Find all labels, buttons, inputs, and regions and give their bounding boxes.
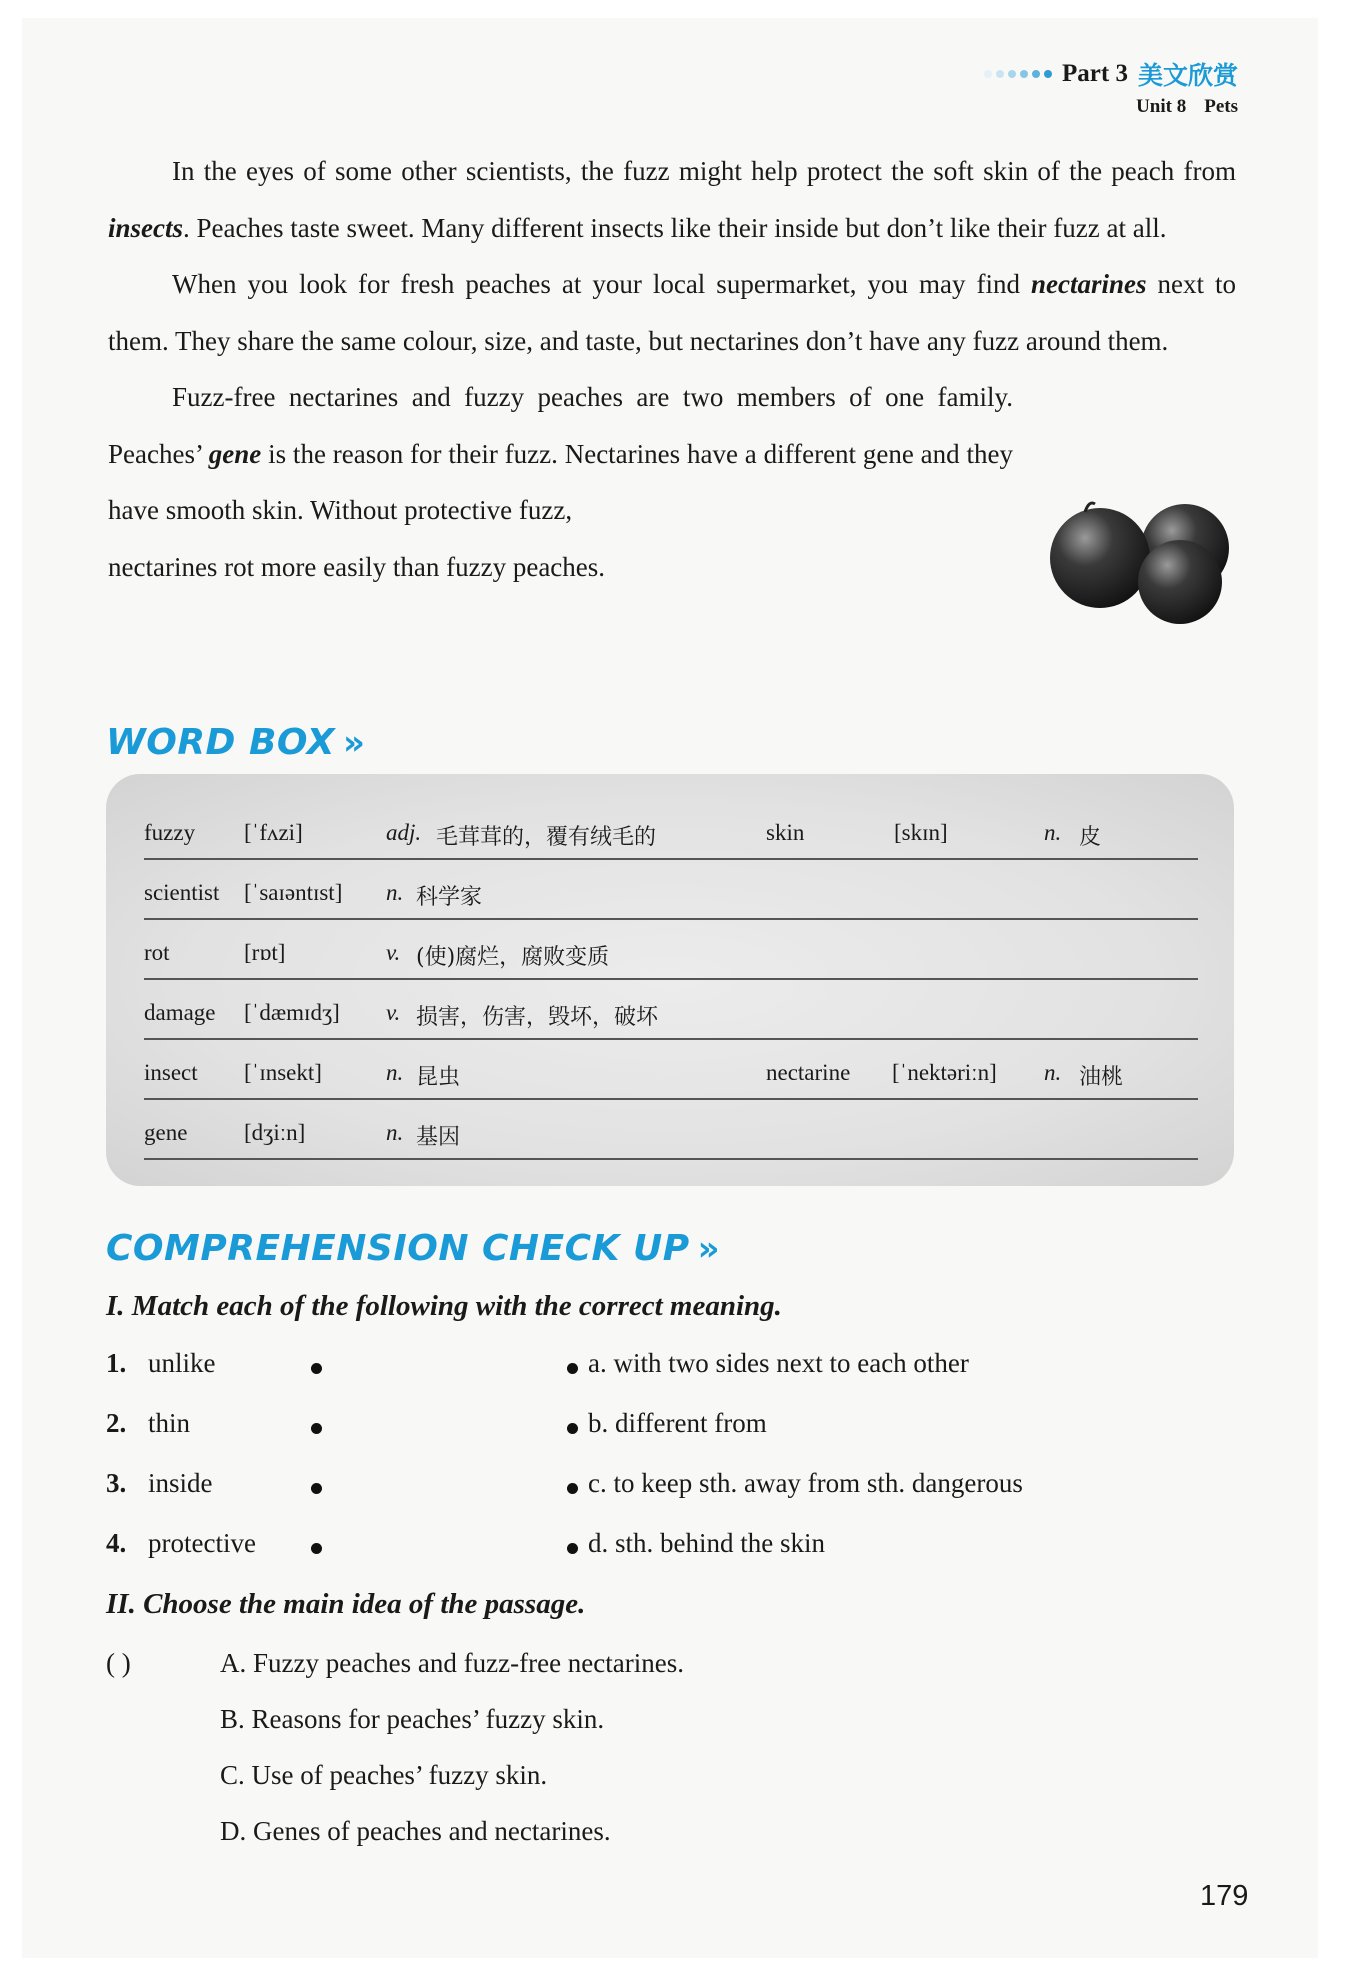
vocab-highlight: nectarines bbox=[1030, 269, 1147, 299]
meaning: 毛茸茸的，覆有绒毛的 bbox=[436, 825, 657, 850]
item-number: 3. bbox=[106, 1468, 127, 1498]
dot-icon bbox=[1008, 70, 1016, 78]
phonetic: [ˈdæmɪdʒ] bbox=[244, 1000, 340, 1025]
word-row bbox=[144, 918, 1198, 980]
match-meaning: b. different from bbox=[588, 1408, 767, 1438]
meaning: 基因 bbox=[416, 1125, 461, 1150]
section-title-cn: 美文欣赏 bbox=[1137, 61, 1238, 90]
part-of-speech: adj. bbox=[386, 820, 422, 845]
dot-icon bbox=[1032, 70, 1040, 78]
meaning: 油桃 bbox=[1079, 1065, 1124, 1090]
match-dot-left[interactable] bbox=[311, 1423, 322, 1434]
dot-icon bbox=[996, 70, 1004, 78]
part-of-speech: n. bbox=[1044, 820, 1062, 845]
word: rot bbox=[144, 940, 170, 965]
meaning: (使)腐烂，腐败变质 bbox=[416, 945, 610, 970]
word: insect bbox=[144, 1060, 198, 1085]
double-chevron-icon: » bbox=[697, 1229, 721, 1269]
double-chevron-icon: » bbox=[342, 723, 366, 763]
part-of-speech: n. bbox=[386, 880, 404, 905]
word-row bbox=[144, 798, 1198, 860]
word: scientist bbox=[144, 880, 220, 905]
word-row bbox=[144, 858, 1198, 920]
answer-blank[interactable]: ( ) bbox=[106, 1648, 131, 1678]
running-header bbox=[984, 56, 1238, 118]
unit-title: Pets bbox=[1204, 96, 1238, 117]
word-box-title: WORD BOX bbox=[106, 722, 335, 763]
text-run: is the reason for their fuzz. Nectarines have a different gene and they have smooth skin. Without protective fuzz, bbox=[108, 438, 1013, 525]
dot-icon bbox=[1020, 70, 1028, 78]
phonetic: [ˈfʌzi] bbox=[244, 820, 303, 845]
comprehension-title: COMPREHENSION CHECK UP bbox=[106, 1228, 690, 1269]
part-of-speech: v. bbox=[386, 940, 401, 965]
match-word: thin bbox=[148, 1408, 191, 1438]
part-label: Part 3 bbox=[1062, 60, 1128, 87]
text-run: . Peaches taste sweet. Many different insects like their inside but don’t like their fuzz at all. bbox=[183, 212, 1167, 243]
match-dot-left[interactable] bbox=[311, 1543, 322, 1554]
phonetic: [rɒt] bbox=[244, 940, 286, 965]
word-box-heading bbox=[106, 722, 365, 763]
match-meaning: a. with two sides next to each other bbox=[588, 1348, 969, 1378]
match-dot-right[interactable] bbox=[567, 1363, 578, 1374]
page-number: 179 bbox=[1200, 1880, 1249, 1912]
match-dot-right[interactable] bbox=[567, 1543, 578, 1554]
option-b[interactable]: B. Reasons for peaches’ fuzzy skin. bbox=[220, 1704, 605, 1734]
phonetic: [ˈɪnsekt] bbox=[244, 1060, 322, 1085]
match-word: unlike bbox=[148, 1348, 216, 1378]
option-a[interactable]: A. Fuzzy peaches and fuzz-free nectarines. bbox=[220, 1648, 684, 1678]
part-of-speech: n. bbox=[386, 1120, 404, 1145]
phonetic: [ˈsaɪəntɪst] bbox=[244, 880, 343, 905]
part2-instruction: II. Choose the main idea of the passage. bbox=[106, 1588, 586, 1620]
option-c[interactable]: C. Use of peaches’ fuzzy skin. bbox=[220, 1760, 548, 1790]
word-row bbox=[144, 978, 1198, 1040]
part-of-speech: v. bbox=[386, 1000, 401, 1025]
item-number: 1. bbox=[106, 1348, 127, 1378]
text-run: Fuzz-free nectarines and fuzzy peaches are two members of one family. Peaches’ bbox=[108, 382, 1013, 469]
paragraph-1 bbox=[108, 143, 1236, 256]
match-dot-left[interactable] bbox=[311, 1363, 322, 1374]
match-dot-right[interactable] bbox=[567, 1423, 578, 1434]
vocab-highlight: insects bbox=[108, 212, 184, 243]
match-item bbox=[106, 1348, 1206, 1392]
part1-instruction: I. Match each of the following with the correct meaning. bbox=[106, 1290, 782, 1322]
dot-icon bbox=[1044, 70, 1052, 78]
match-meaning: c. to keep sth. away from sth. dangerous bbox=[588, 1468, 1023, 1498]
part-of-speech: n. bbox=[386, 1060, 404, 1085]
word-row bbox=[144, 1038, 1198, 1100]
nectarines-illustration bbox=[1045, 490, 1245, 625]
meaning: 科学家 bbox=[416, 885, 483, 910]
meaning: 昆虫 bbox=[416, 1065, 461, 1090]
part-of-speech: n. bbox=[1044, 1060, 1062, 1085]
comprehension-heading bbox=[106, 1228, 720, 1269]
decorative-dots bbox=[984, 70, 1052, 78]
paragraph-3-last-line: nectarines rot more easily than fuzzy peaches. bbox=[108, 551, 606, 582]
text-run: next to them. They share the same colour, size, and taste, but nectarines don’t have any fuzz around them. bbox=[108, 269, 1236, 356]
word-row bbox=[144, 1098, 1198, 1160]
text-run: When you look for fresh peaches at your local supermarket, you may find bbox=[172, 269, 1031, 299]
unit-label: Unit 8 bbox=[1136, 96, 1187, 117]
word-box bbox=[106, 774, 1234, 1186]
vocab-highlight: gene bbox=[208, 438, 262, 469]
dot-icon bbox=[984, 70, 992, 78]
word: damage bbox=[144, 1000, 216, 1025]
paragraph-3 bbox=[108, 369, 1013, 539]
word: nectarine bbox=[766, 1060, 851, 1085]
word: gene bbox=[144, 1120, 188, 1145]
word: skin bbox=[766, 820, 805, 845]
meaning: 皮 bbox=[1079, 825, 1102, 850]
phonetic: [dʒiːn] bbox=[244, 1120, 306, 1145]
match-dot-left[interactable] bbox=[311, 1483, 322, 1494]
match-dot-right[interactable] bbox=[567, 1483, 578, 1494]
match-word: protective bbox=[148, 1528, 256, 1558]
item-number: 4. bbox=[106, 1528, 127, 1558]
text-run: In the eyes of some other scientists, the fuzz might help protect the soft skin of the peach from bbox=[172, 156, 1236, 186]
match-item bbox=[106, 1528, 1206, 1572]
meaning: 损害，伤害，毁坏，破坏 bbox=[416, 1005, 659, 1030]
paragraph-2 bbox=[108, 256, 1236, 369]
option-d[interactable]: D. Genes of peaches and nectarines. bbox=[220, 1816, 611, 1846]
match-item bbox=[106, 1408, 1206, 1452]
match-item bbox=[106, 1468, 1206, 1512]
item-number: 2. bbox=[106, 1408, 127, 1438]
word: fuzzy bbox=[144, 820, 196, 845]
phonetic: [ˈnektəriːn] bbox=[892, 1060, 997, 1085]
match-word: inside bbox=[148, 1468, 213, 1498]
phonetic: [skɪn] bbox=[894, 820, 948, 845]
match-meaning: d. sth. behind the skin bbox=[588, 1528, 825, 1558]
